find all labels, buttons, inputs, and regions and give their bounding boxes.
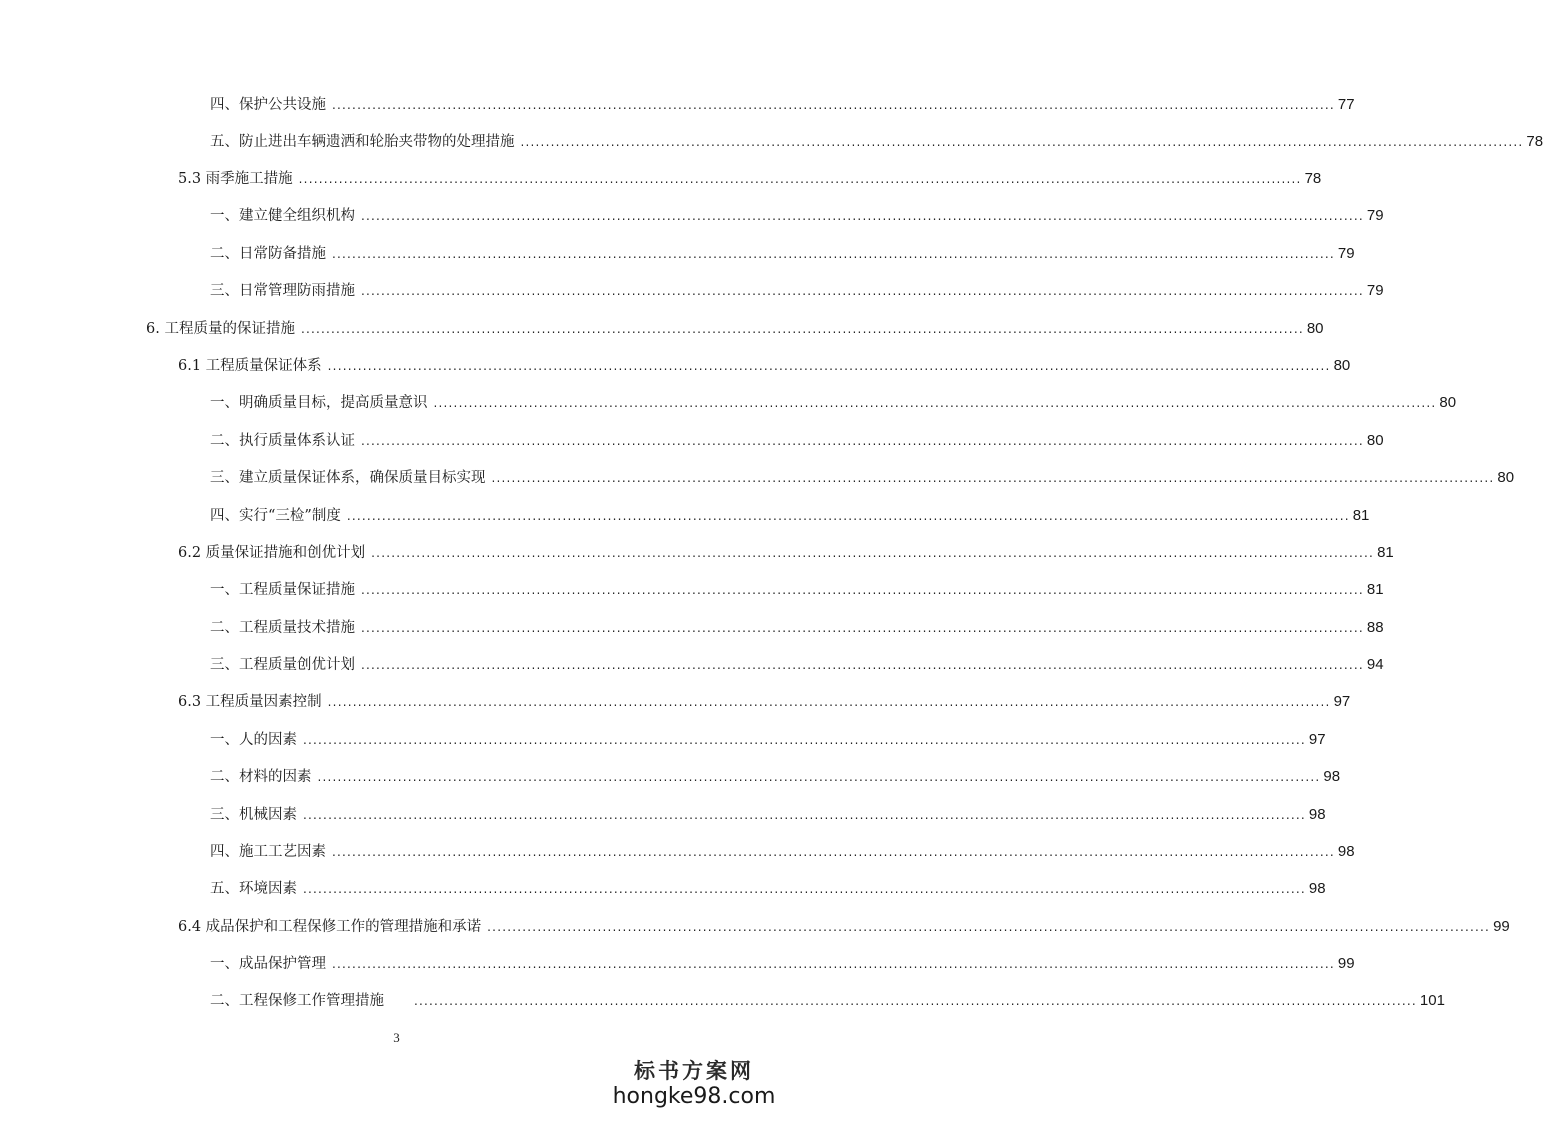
toc-entry-label: 三、日常管理防雨措施 bbox=[210, 283, 355, 299]
toc-entry-page: 81 bbox=[1377, 544, 1394, 561]
toc-entry-page: 78 bbox=[1304, 170, 1322, 187]
toc-entry[interactable] bbox=[178, 543, 1394, 563]
toc-entry[interactable] bbox=[210, 95, 1355, 115]
toc-entry-page: 80 bbox=[1366, 432, 1384, 449]
toc-leader-dots: ........................................................................................................................................................................................................ bbox=[361, 621, 1364, 635]
toc-entry-label: 一、人的因素 bbox=[210, 732, 297, 748]
toc-leader-dots: ........................................................................................................................................................................................................ bbox=[433, 396, 1437, 410]
toc-entry[interactable] bbox=[146, 319, 1324, 339]
toc-entry[interactable] bbox=[210, 767, 1341, 787]
toc-entry[interactable] bbox=[210, 132, 1543, 152]
toc-leader-dots: ........................................................................................................................................................................................................ bbox=[303, 808, 1306, 822]
toc-entry-label: 二、日常防备措施 bbox=[210, 246, 326, 262]
toc-leader-dots: ........................................................................................................................................................................................................ bbox=[327, 359, 1331, 373]
toc-entry-label: 一、建立健全组织机构 bbox=[210, 208, 355, 224]
toc-entry-page: 98 bbox=[1308, 806, 1326, 823]
toc-entry-label: 三、机械因素 bbox=[210, 807, 297, 823]
toc-entry-label: 6.3 工程质量因素控制 bbox=[178, 694, 322, 710]
toc-entry-page: 79 bbox=[1337, 245, 1355, 262]
toc-entry[interactable] bbox=[210, 281, 1384, 301]
toc-entry-page: 94 bbox=[1366, 656, 1384, 673]
site-watermark bbox=[609, 1058, 779, 1110]
toc-entry-label: 一、成品保护管理 bbox=[210, 956, 326, 972]
toc-entry[interactable] bbox=[178, 692, 1351, 712]
toc-entry-page: 81 bbox=[1366, 581, 1384, 598]
toc-entry-label: 6.1 工程质量保证体系 bbox=[178, 358, 322, 374]
toc-entry-label: 6.2 质量保证措施和创优计划 bbox=[178, 545, 366, 561]
toc-entry-label: 四、保护公共设施 bbox=[210, 97, 326, 113]
toc-entry-page: 80 bbox=[1439, 394, 1457, 411]
toc-leader-dots: ........................................................................................................................................................................................................ bbox=[332, 247, 1335, 261]
toc-entry[interactable] bbox=[210, 805, 1326, 825]
toc-entry-label: 五、环境因素 bbox=[210, 881, 297, 897]
toc-leader-dots: ........................................................................................................................................................................................................ bbox=[346, 509, 1350, 523]
toc-entry[interactable] bbox=[210, 580, 1384, 600]
toc-entry-page: 98 bbox=[1323, 768, 1341, 785]
watermark-title: 标书方案网 bbox=[634, 1059, 754, 1083]
toc-entry-page: 79 bbox=[1366, 207, 1384, 224]
toc-entry-label: 5.3 雨季施工措施 bbox=[178, 171, 293, 187]
toc-entry-label: 二、工程质量技术措施 bbox=[210, 620, 355, 636]
toc-leader-dots: ........................................................................................................................................................................................................ bbox=[414, 994, 1417, 1008]
toc-entry-label: 二、材料的因素 bbox=[210, 769, 312, 785]
toc-entry[interactable] bbox=[178, 169, 1322, 189]
toc-entry-page: 97 bbox=[1308, 731, 1326, 748]
toc-leader-dots: ........................................................................................................................................................................................................ bbox=[332, 98, 1335, 112]
toc-entry-label: 二、执行质量体系认证 bbox=[210, 433, 355, 449]
toc-entry-label: 五、防止进出车辆遗洒和轮胎夹带物的处理措施 bbox=[210, 134, 515, 150]
toc-entry-label: 三、建立质量保证体系，确保质量目标实现 bbox=[210, 470, 486, 486]
toc-entry[interactable] bbox=[210, 730, 1326, 750]
toc-leader-dots: ........................................................................................................................................................................................................ bbox=[361, 284, 1364, 298]
toc-entry-page: 101 bbox=[1419, 992, 1445, 1009]
toc-entry[interactable] bbox=[210, 206, 1384, 226]
toc-entry[interactable] bbox=[210, 431, 1384, 451]
toc-entry-label: 6. 工程质量的保证措施 bbox=[146, 321, 295, 337]
toc-entry-label: 一、明确质量目标，提高质量意识 bbox=[210, 395, 428, 411]
toc-entry-page: 98 bbox=[1337, 843, 1355, 860]
toc-entry[interactable] bbox=[210, 991, 1445, 1011]
toc-entry-page: 80 bbox=[1497, 469, 1515, 486]
toc-entry-label: 四、施工工艺因素 bbox=[210, 844, 326, 860]
toc-entry-page: 80 bbox=[1333, 357, 1351, 374]
toc-leader-dots: ........................................................................................................................................................................................................ bbox=[298, 172, 1302, 186]
toc-entry[interactable] bbox=[210, 468, 1515, 488]
toc-leader-dots: ........................................................................................................................................................................................................ bbox=[361, 209, 1364, 223]
toc-leader-dots: ........................................................................................................................................................................................................ bbox=[317, 770, 1321, 784]
toc-leader-dots: ........................................................................................................................................................................................................ bbox=[303, 882, 1306, 896]
toc-leader-dots: ........................................................................................................................................................................................................ bbox=[491, 471, 1495, 485]
watermark-url: hongke98.com bbox=[612, 1084, 776, 1109]
toc-entry[interactable] bbox=[210, 244, 1355, 264]
toc-entry[interactable] bbox=[210, 506, 1370, 526]
toc-entry[interactable] bbox=[210, 842, 1355, 862]
toc-entry-label: 二、工程保修工作管理措施 bbox=[210, 993, 384, 1009]
page-number: 3 bbox=[393, 1030, 400, 1045]
toc-entry[interactable] bbox=[178, 917, 1510, 937]
toc-leader-dots: ........................................................................................................................................................................................................ bbox=[371, 546, 1375, 560]
toc-leader-dots: ........................................................................................................................................................................................................ bbox=[300, 322, 1304, 336]
toc-entry-label: 一、工程质量保证措施 bbox=[210, 582, 355, 598]
toc-entry-label: 四、实行“三检”制度 bbox=[210, 508, 341, 524]
toc-entry-label: 6.4 成品保护和工程保修工作的管理措施和承诺 bbox=[178, 919, 482, 935]
toc-leader-dots: ........................................................................................................................................................................................................ bbox=[303, 733, 1306, 747]
toc-entry-page: 79 bbox=[1366, 282, 1384, 299]
toc-leader-dots: ........................................................................................................................................................................................................ bbox=[361, 583, 1364, 597]
toc-entry-page: 77 bbox=[1337, 96, 1355, 113]
toc-leader-dots: ........................................................................................................................................................................................................ bbox=[520, 135, 1524, 149]
toc-leader-dots: ........................................................................................................................................................................................................ bbox=[487, 920, 1491, 934]
toc-entry[interactable] bbox=[210, 655, 1384, 675]
toc-entry[interactable] bbox=[178, 356, 1351, 376]
toc-entry-page: 81 bbox=[1352, 507, 1370, 524]
toc-leader-dots: ........................................................................................................................................................................................................ bbox=[332, 957, 1335, 971]
toc-entry[interactable] bbox=[210, 954, 1355, 974]
toc-entry[interactable] bbox=[210, 393, 1457, 413]
toc-entry-label: 三、工程质量创优计划 bbox=[210, 657, 355, 673]
toc-entry-page: 88 bbox=[1366, 619, 1384, 636]
toc-leader-dots: ........................................................................................................................................................................................................ bbox=[332, 845, 1335, 859]
toc-entry-page: 97 bbox=[1333, 693, 1351, 710]
toc-entry-page: 78 bbox=[1526, 133, 1543, 150]
toc-entry[interactable] bbox=[210, 618, 1384, 638]
toc-entry-page: 98 bbox=[1308, 880, 1326, 897]
toc-leader-dots: ........................................................................................................................................................................................................ bbox=[327, 695, 1331, 709]
toc-leader-dots: ........................................................................................................................................................................................................ bbox=[361, 658, 1364, 672]
toc-entry[interactable] bbox=[210, 879, 1326, 899]
toc-entry-page: 99 bbox=[1493, 918, 1510, 935]
toc-entry-page: 99 bbox=[1337, 955, 1355, 972]
toc-entry-page: 80 bbox=[1306, 320, 1324, 337]
toc-leader-dots: ........................................................................................................................................................................................................ bbox=[361, 434, 1364, 448]
